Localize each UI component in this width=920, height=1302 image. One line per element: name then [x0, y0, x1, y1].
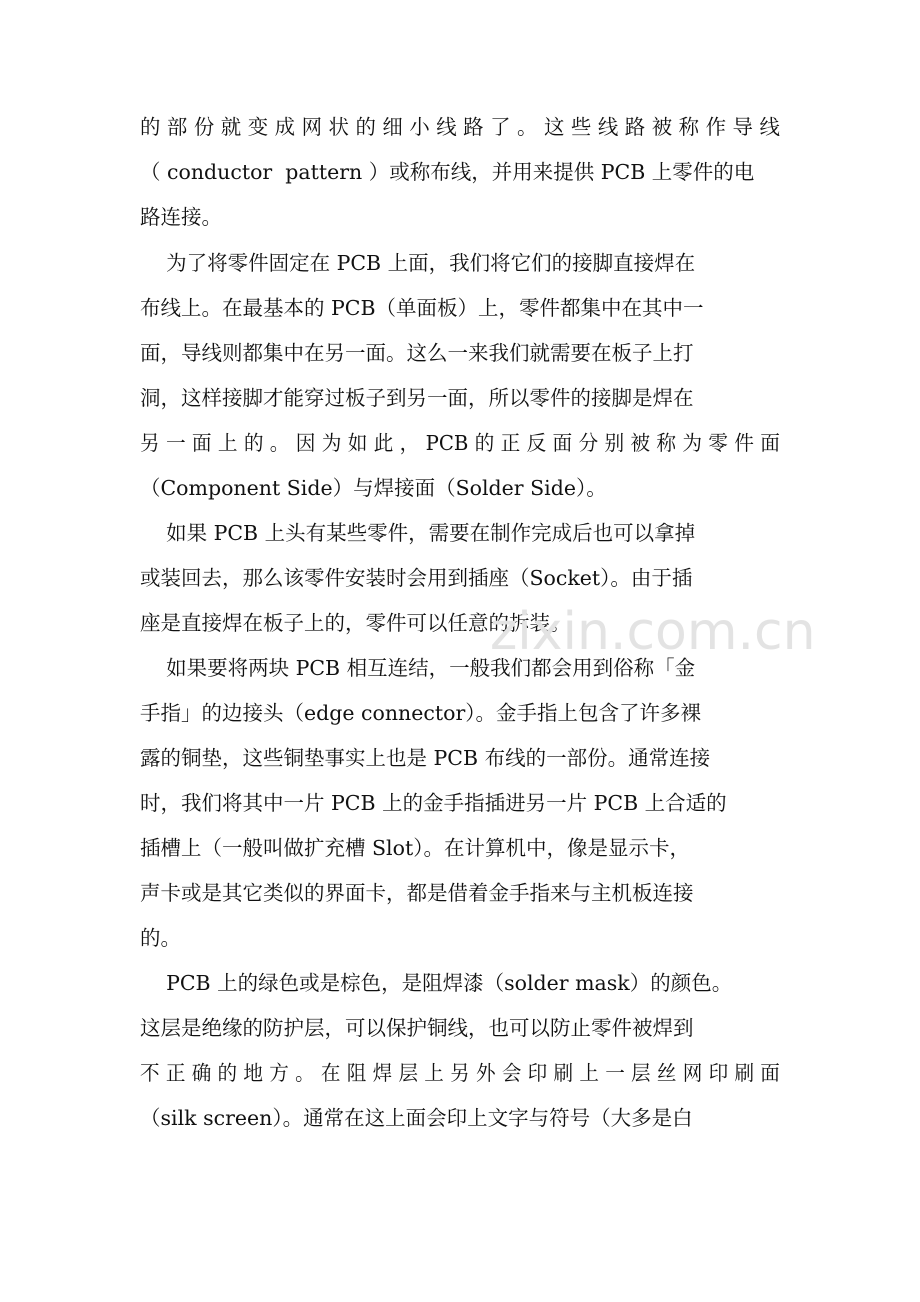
- text-line-6: 面，导线则都集中在另一面。这么一来我们就需要在板子上打: [140, 341, 694, 365]
- text-line-21: 这层是绝缘的防护层，可以保护铜线，也可以防止零件被焊到: [140, 1016, 694, 1040]
- text-line-13: 如果要将两块 PCB 相互连结，一般我们都会用到俗称「金: [140, 656, 696, 680]
- text-line-14: 手指」的边接头（edge connector）。金手指上包含了许多裸: [140, 701, 701, 725]
- text-line-23: （silk screen）。通常在这上面会印上文字与符号（大多是白: [140, 1106, 693, 1130]
- text-line-17: 插槽上（一般叫做扩充槽 Slot）。在计算机中，像是显示卡，: [140, 836, 690, 860]
- text-line-11: 或装回去，那么该零件安装时会用到插座（Socket）。由于插: [140, 566, 693, 590]
- text-line-3: 路连接。: [140, 205, 222, 229]
- text-line-10: 如果 PCB 上头有某些零件，需要在制作完成后也可以拿掉: [140, 521, 696, 545]
- text-line-16: 时，我们将其中一片 PCB 上的金手指插进另一片 PCB 上合适的: [140, 791, 727, 815]
- text-line-12: 座是直接焊在板子上的，零件可以任意的拆装。: [140, 611, 571, 635]
- text-line-4: 为了将零件固定在 PCB 上面，我们将它们的接脚直接焊在: [140, 251, 696, 275]
- text-line-20: PCB 上的绿色或是棕色，是阻焊漆（solder mask）的颜色。: [140, 971, 733, 995]
- text-line-8: 另 一 面 上 的 。 因 为 如 此 ， PCB 的 正 反 面 分 别 被 称 为 零 件 面: [140, 431, 780, 455]
- text-line-22: 不 正 确 的 地 方 。 在 阻 焊 层 上 另 外 会 印 刷 上 一 层 丝 网 印 刷 面: [140, 1061, 780, 1085]
- text-line-7: 洞，这样接脚才能穿过板子到另一面，所以零件的接脚是焊在: [140, 386, 694, 410]
- text-line-5: 布线上。在最基本的 PCB（单面板）上，零件都集中在其中一: [140, 296, 704, 320]
- watermark-text: zixin.com.cn: [490, 602, 816, 662]
- text-line-2: （ conductor pattern ）或称布线，并用来提供 PCB 上零件的电: [140, 160, 755, 184]
- text-line-18: 声卡或是其它类似的界面卡，都是借着金手指来与主机板连接: [140, 881, 694, 905]
- text-line-9: （Component Side）与焊接面（Solder Side）。: [140, 476, 607, 500]
- text-line-15: 露的铜垫，这些铜垫事实上也是 PCB 布线的一部份。通常连接: [140, 746, 711, 770]
- text-line-19: 的。: [140, 926, 181, 950]
- text-line-1: 的 部 份 就 变 成 网 状 的 细 小 线 路 了 。 这 些 线 路 被 称 作 导 线: [140, 115, 780, 139]
